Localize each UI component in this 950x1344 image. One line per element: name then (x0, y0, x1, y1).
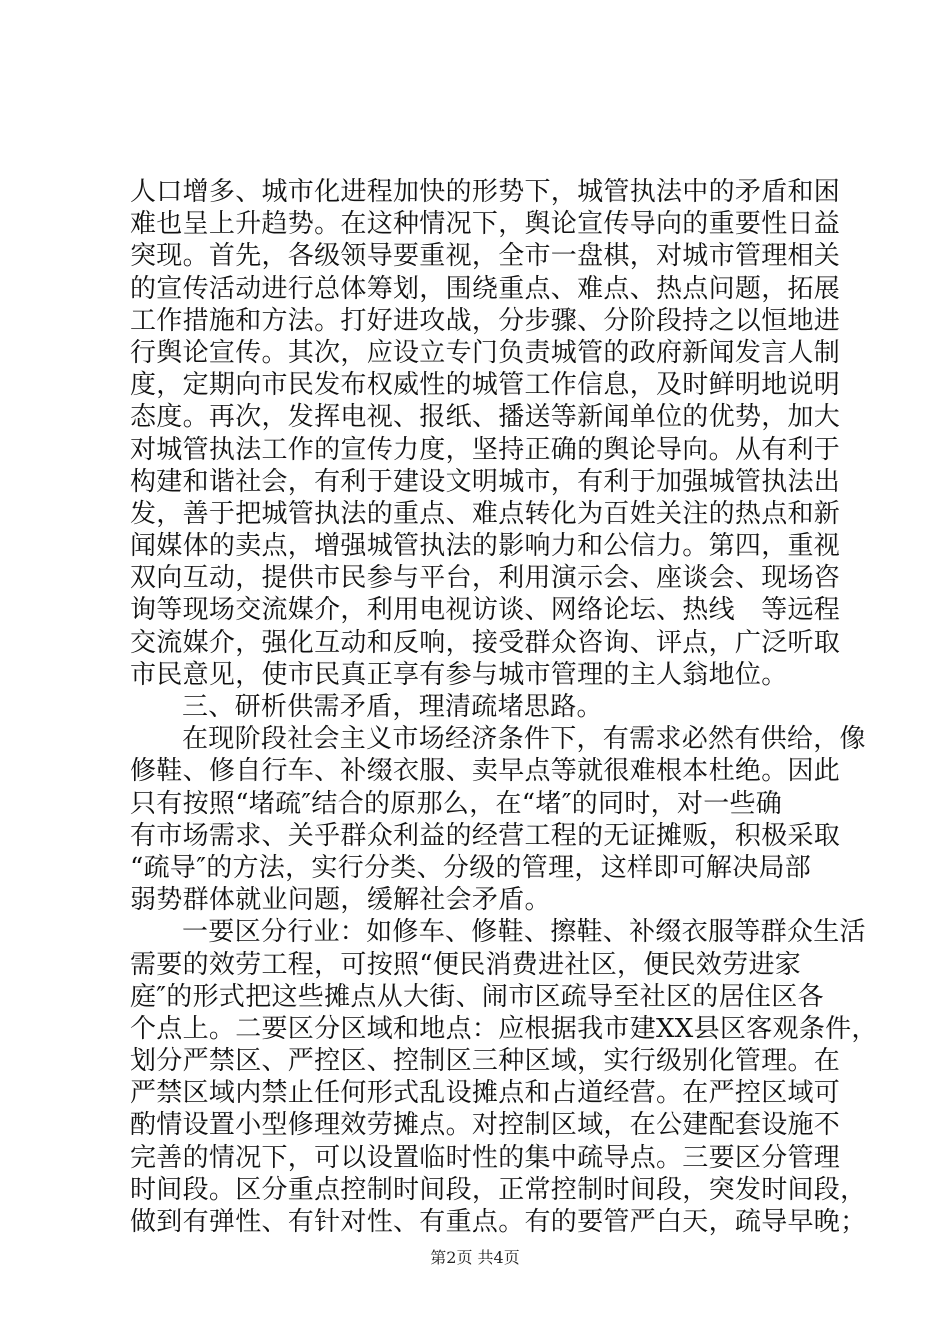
section-heading: 三、研析供需矛盾，理清疏堵思路。 (182, 692, 603, 722)
text-line: 划分严禁区、严控区、控制区三种区域，实行级别化管理。在 (130, 1046, 841, 1077)
text-line: 度，定期向市民发布权威性的城管工作信息，及时鲜明地说明 (130, 370, 841, 401)
text-line: 行舆论宣传。其次，应设立专门负责城管的政府新闻发言人制 (130, 337, 841, 368)
text-line: 询等现场交流媒介，利用电视访谈、网络论坛、热线 等远程 (130, 595, 841, 626)
text-line: 庭″的形式把这些摊点从大街、闹市区疏导至社区的居住区各 (130, 981, 824, 1012)
text-line: 市民意见，使市民真正享有参与城市管理的主人翁地位。 (130, 659, 788, 690)
text-line: 时间段。区分重点控制时间段，正常控制时间段，突发时间段， (130, 1174, 867, 1205)
text-line: “疏导″的方法，实行分类、分级的管理，这样即可解决局部 (130, 852, 812, 883)
text-line: 个点上。二要区分区域和地点：应根据我市建XX县区客观条件， (130, 1013, 878, 1044)
text-line: 人口增多、城市化进程加快的形势下，城管执法中的矛盾和困 (130, 177, 841, 207)
text-line: 难也呈上升趋势。在这种情况下，舆论宣传导向的重要性日益 (130, 209, 841, 240)
text-line: 在现阶段社会主义市场经济条件下，有需求必然有供给，像 (182, 724, 866, 755)
page-footer: 第2页 共4页 (430, 1248, 520, 1267)
text-line: 的宣传活动进行总体筹划，围绕重点、难点、热点问题，拓展 (130, 273, 841, 304)
text-line: 突现。首先，各级领导要重视，全市一盘棋，对城市管理相关 (130, 241, 841, 272)
text-line: 严禁区域内禁止任何形式乱设摊点和占道经营。在严控区域可 (130, 1078, 841, 1109)
text-line: 做到有弹性、有针对性、有重点。有的要管严白天，疏导早晚； (130, 1207, 867, 1237)
text-line: 发，善于把城管执法的重点、难点转化为百姓关注的热点和新 (130, 498, 841, 529)
text-line: 对城管执法工作的宣传力度，坚持正确的舆论导向。从有利于 (130, 434, 841, 465)
text-line: 工作措施和方法。打好进攻战，分步骤、分阶段持之以恒地进 (130, 305, 841, 336)
text-line: 完善的情况下，可以设置临时性的集中疏导点。三要区分管理 (130, 1142, 841, 1173)
text-line: 闻媒体的卖点，增强城管执法的影响力和公信力。第四，重视 (130, 531, 841, 562)
text-line: 构建和谐社会，有利于建设文明城市，有利于加强城管执法出 (130, 466, 841, 497)
text-line: 交流媒介，强化互动和反响，接受群众咨询、评点，广泛听取 (130, 627, 841, 658)
text-line: 一要区分行业：如修车、修鞋、擦鞋、补缀衣服等群众生活 (182, 917, 866, 948)
text-line: 弱势群体就业问题，缓解社会矛盾。 (130, 885, 551, 916)
text-line: 酌情设置小型修理效劳摊点。对控制区域，在公建配套设施不 (130, 1110, 841, 1141)
text-line: 双向互动，提供市民参与平台，利用演示会、座谈会、现场咨 (130, 563, 841, 594)
text-line: 需要的效劳工程，可按照“便民消费进社区，便民效劳进家 (130, 949, 802, 980)
text-line: 修鞋、修自行车、补缀衣服、卖早点等就很难根本杜绝。因此 (130, 756, 841, 787)
text-line: 态度。再次，发挥电视、报纸、播送等新闻单位的优势，加大 (130, 402, 841, 433)
text-line: 只有按照“堵疏″结合的原那么，在“堵″的同时，对一些确 (130, 788, 783, 819)
text-line: 有市场需求、关乎群众利益的经营工程的无证摊贩，积极采取 (130, 820, 841, 851)
document-body (130, 176, 878, 1238)
